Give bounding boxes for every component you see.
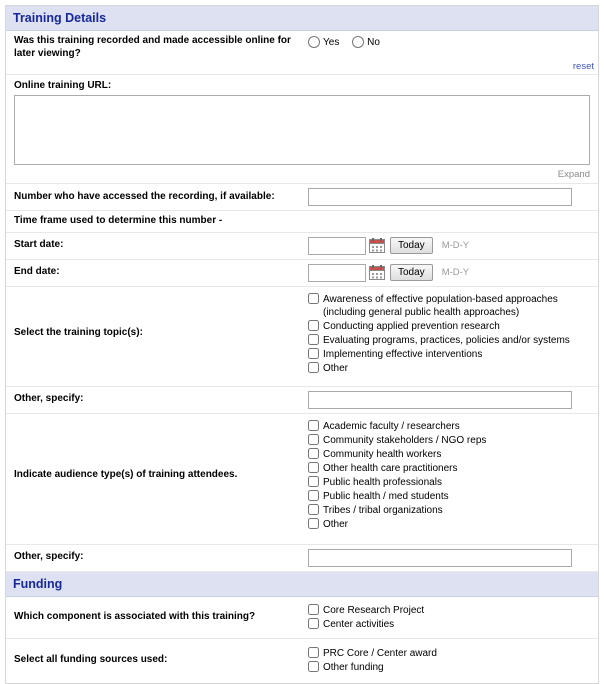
audience-other-specify-input[interactable] <box>308 549 572 567</box>
audience-option-academic[interactable] <box>308 420 590 433</box>
end-date-format-hint: M-D-Y <box>441 267 470 278</box>
start-date-input[interactable] <box>308 237 366 255</box>
audience-types-options <box>308 419 590 532</box>
start-date-data <box>308 237 590 255</box>
topic-checkbox-awareness[interactable] <box>308 293 319 304</box>
audience-checkbox-other-practitioners[interactable] <box>308 462 319 473</box>
topic-checkbox-conducting-research[interactable] <box>308 320 319 331</box>
audience-types-label: Indicate audience type(s) of training attendees. <box>14 468 238 480</box>
audience-label-other: Other <box>323 518 349 530</box>
topic-label-implementing: Implementing effective interventions <box>323 348 483 360</box>
component-checkbox-core-research[interactable] <box>308 604 319 615</box>
field-row-audience-other-specify <box>6 545 598 572</box>
field-row-online-url <box>6 75 598 184</box>
topic-option-conducting-research[interactable] <box>308 320 590 333</box>
component-label-center-activities: Center activities <box>323 618 395 630</box>
funding-label-prc-core: PRC Core / Center award <box>323 647 437 659</box>
number-accessed-input[interactable] <box>308 188 572 206</box>
audience-option-other[interactable] <box>308 518 590 531</box>
field-row-training-topics <box>6 287 598 387</box>
component-options <box>308 603 590 632</box>
audience-checkbox-other[interactable] <box>308 518 319 529</box>
audience-option-community-health-workers[interactable] <box>308 448 590 461</box>
reset-link[interactable]: reset <box>572 61 594 72</box>
expand-link[interactable]: Expand <box>557 169 590 180</box>
funding-option-prc-core[interactable] <box>308 647 590 660</box>
section-title-training-details: Training Details <box>13 11 107 25</box>
component-label-core-research: Core Research Project <box>323 604 425 616</box>
funding-sources-options <box>308 646 590 675</box>
number-accessed-data <box>308 188 590 206</box>
topics-other-specify-input[interactable] <box>308 391 572 409</box>
section-header-funding <box>6 572 598 597</box>
funding-checkbox-prc-core[interactable] <box>308 647 319 658</box>
end-date-label: End date: <box>14 266 60 278</box>
audience-label-students: Public health / med students <box>323 490 449 502</box>
recorded-option-no[interactable] <box>352 36 380 48</box>
calendar-icon[interactable] <box>369 265 385 280</box>
topic-option-evaluating[interactable] <box>308 334 590 347</box>
topic-checkbox-implementing[interactable] <box>308 348 319 359</box>
topic-label-other: Other <box>323 362 349 374</box>
audience-other-specify-data <box>308 549 590 567</box>
training-topics-options <box>308 292 590 376</box>
field-row-component <box>6 597 598 639</box>
field-row-topics-other-specify <box>6 387 598 414</box>
recorded-no-radio[interactable] <box>352 36 364 48</box>
recorded-label: Was this training recorded and made accessible online for later viewing? <box>14 35 291 59</box>
component-option-center-activities[interactable] <box>308 618 590 631</box>
online-url-textarea[interactable] <box>14 95 590 165</box>
audience-label-tribes: Tribes / tribal organizations <box>323 504 443 516</box>
section-title-funding: Funding <box>13 576 63 591</box>
timeframe-label: Time frame used to determine this number - <box>14 215 223 226</box>
audience-checkbox-students[interactable] <box>308 490 319 501</box>
recorded-no-label: No <box>367 36 380 48</box>
topic-option-implementing[interactable] <box>308 348 590 361</box>
field-row-audience-types <box>6 414 598 545</box>
topic-option-awareness[interactable] <box>308 293 590 319</box>
topics-other-specify-label: Other, specify: <box>14 393 84 405</box>
field-row-number-accessed <box>6 184 598 211</box>
recorded-yes-radio[interactable] <box>308 36 320 48</box>
end-date-input[interactable] <box>308 264 366 282</box>
component-option-core-research[interactable] <box>308 604 590 617</box>
audience-checkbox-community-health-workers[interactable] <box>308 448 319 459</box>
training-details-form <box>5 5 599 684</box>
audience-checkbox-public-health-professionals[interactable] <box>308 476 319 487</box>
audience-label-academic: Academic faculty / researchers <box>323 420 460 432</box>
audience-option-public-health-professionals[interactable] <box>308 476 590 489</box>
funding-checkbox-other-funding[interactable] <box>308 661 319 672</box>
recorded-option-yes[interactable] <box>308 36 339 48</box>
funding-option-other-funding[interactable] <box>308 661 590 674</box>
field-row-recorded <box>6 31 598 75</box>
recorded-options <box>308 35 590 51</box>
field-row-start-date <box>6 233 598 260</box>
field-row-timeframe <box>6 211 598 233</box>
section-header-training-details <box>6 6 598 31</box>
topics-other-specify-data <box>308 391 590 409</box>
audience-checkbox-academic[interactable] <box>308 420 319 431</box>
training-topics-label: Select the training topic(s): <box>14 327 143 339</box>
topic-label-evaluating: Evaluating programs, practices, policies and/or systems <box>323 334 570 346</box>
audience-option-students[interactable] <box>308 490 590 503</box>
field-row-end-date <box>6 260 598 287</box>
audience-option-other-practitioners[interactable] <box>308 462 590 475</box>
audience-other-specify-label: Other, specify: <box>14 551 84 563</box>
recorded-yes-label: Yes <box>323 36 340 48</box>
audience-label-community-stakeholders: Community stakeholders / NGO reps <box>323 434 487 446</box>
end-date-today-button[interactable]: Today <box>390 264 433 281</box>
audience-label-other-practitioners: Other health care practitioners <box>323 462 458 474</box>
audience-label-community-health-workers: Community health workers <box>323 448 442 460</box>
topic-label-conducting-research: Conducting applied prevention research <box>323 320 500 332</box>
number-accessed-label: Number who have accessed the recording, if available: <box>14 190 275 202</box>
topic-checkbox-other[interactable] <box>308 362 319 373</box>
audience-checkbox-tribes[interactable] <box>308 504 319 515</box>
end-date-data <box>308 264 590 282</box>
start-date-label: Start date: <box>14 239 64 251</box>
audience-label-public-health-professionals: Public health professionals <box>323 476 442 488</box>
topic-checkbox-evaluating[interactable] <box>308 334 319 345</box>
start-date-today-button[interactable]: Today <box>390 237 433 254</box>
field-row-funding-sources <box>6 639 598 683</box>
component-checkbox-center-activities[interactable] <box>308 618 319 629</box>
online-url-label: Online training URL: <box>14 80 112 91</box>
topic-label-awareness: Awareness of effective population-based approaches (including general public health approaches) <box>323 293 558 318</box>
audience-option-tribes[interactable] <box>308 504 590 517</box>
funding-sources-label: Select all funding sources used: <box>14 653 168 665</box>
audience-checkbox-community-stakeholders[interactable] <box>308 434 319 445</box>
funding-label-other-funding: Other funding <box>323 661 384 673</box>
calendar-icon[interactable] <box>369 238 385 253</box>
audience-option-community-stakeholders[interactable] <box>308 434 590 447</box>
component-label: Which component is associated with this training? <box>14 610 256 622</box>
topic-option-other[interactable] <box>308 362 590 375</box>
start-date-format-hint: M-D-Y <box>441 240 470 251</box>
